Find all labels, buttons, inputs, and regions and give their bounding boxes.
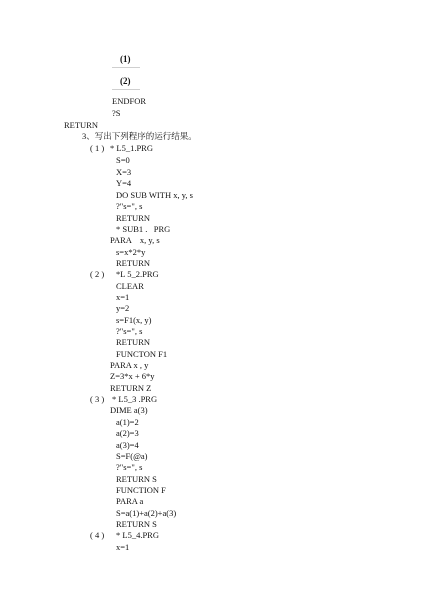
blank-1-label: (1) — [120, 54, 131, 64]
program-2-line: CLEAR — [116, 281, 144, 291]
program-2-line: PARA x , y — [110, 360, 149, 370]
program-1-line: RETURN — [116, 258, 150, 268]
code-return: RETURN — [64, 120, 98, 130]
program-4-label: ( 4 ) — [90, 530, 105, 540]
program-3-line: S=F(@a) — [116, 451, 148, 461]
program-1-line: * L5_1.PRG — [110, 143, 153, 153]
code-print-s: ?S — [112, 108, 121, 118]
program-3-line: RETURN S — [116, 519, 157, 529]
program-1-line: X=3 — [116, 167, 132, 177]
program-3-line: FUNCTION F — [116, 485, 166, 495]
program-1-line: Y=4 — [116, 178, 132, 188]
program-2-line: ?"s=", s — [116, 326, 143, 336]
program-2-line: RETURN — [116, 337, 150, 347]
program-3-line: a(2)=3 — [116, 428, 139, 438]
program-4-line: x=1 — [116, 542, 130, 552]
program-1-line: s=x*2*y — [116, 247, 146, 257]
program-3-line: ?"s=", s — [116, 462, 143, 472]
program-3-line: a(3)=4 — [116, 440, 139, 450]
program-2-line: s=F1(x, y) — [116, 315, 152, 325]
program-3-line: DIME a(3) — [110, 405, 148, 415]
program-1-line: S=0 — [116, 155, 130, 165]
program-1-label: ( 1 ) — [90, 143, 105, 153]
program-3-line: RETURN S — [116, 474, 157, 484]
program-1-line: PARA x, y, s — [110, 235, 160, 245]
program-2-line: *L 5_2.PRG — [116, 269, 159, 279]
code-endfor: ENDFOR — [112, 96, 147, 106]
program-1-line: ?"s=", s — [116, 201, 143, 211]
program-3-line: a(1)=2 — [116, 417, 139, 427]
blank-1-line — [112, 67, 140, 68]
program-1-line: * SUB1 . PRG — [116, 224, 171, 234]
program-2-line: RETURN Z — [110, 383, 152, 393]
blank-2-line — [112, 89, 140, 90]
program-2-line: y=2 — [116, 303, 130, 313]
program-3-line: * L5_3 .PRG — [112, 394, 158, 404]
program-1-line: DO SUB WITH x, y, s — [116, 190, 193, 200]
program-3-line: S=a(1)+a(2)+a(3) — [116, 508, 177, 518]
program-4-line: * L5_4.PRG — [116, 530, 159, 540]
program-2-label: ( 2 ) — [90, 269, 105, 279]
program-3-line: PARA a — [116, 496, 144, 506]
question-3-heading: 3、写出下列程序的运行结果。 — [82, 131, 197, 141]
program-2-line: x=1 — [116, 292, 130, 302]
program-2-line: FUNCTON F1 — [116, 349, 168, 359]
program-1-line: RETURN — [116, 213, 150, 223]
program-3-label: ( 3 ) — [90, 394, 105, 404]
blank-2-label: (2) — [120, 76, 131, 86]
program-2-line: Z=3*x + 6*y — [110, 371, 155, 381]
